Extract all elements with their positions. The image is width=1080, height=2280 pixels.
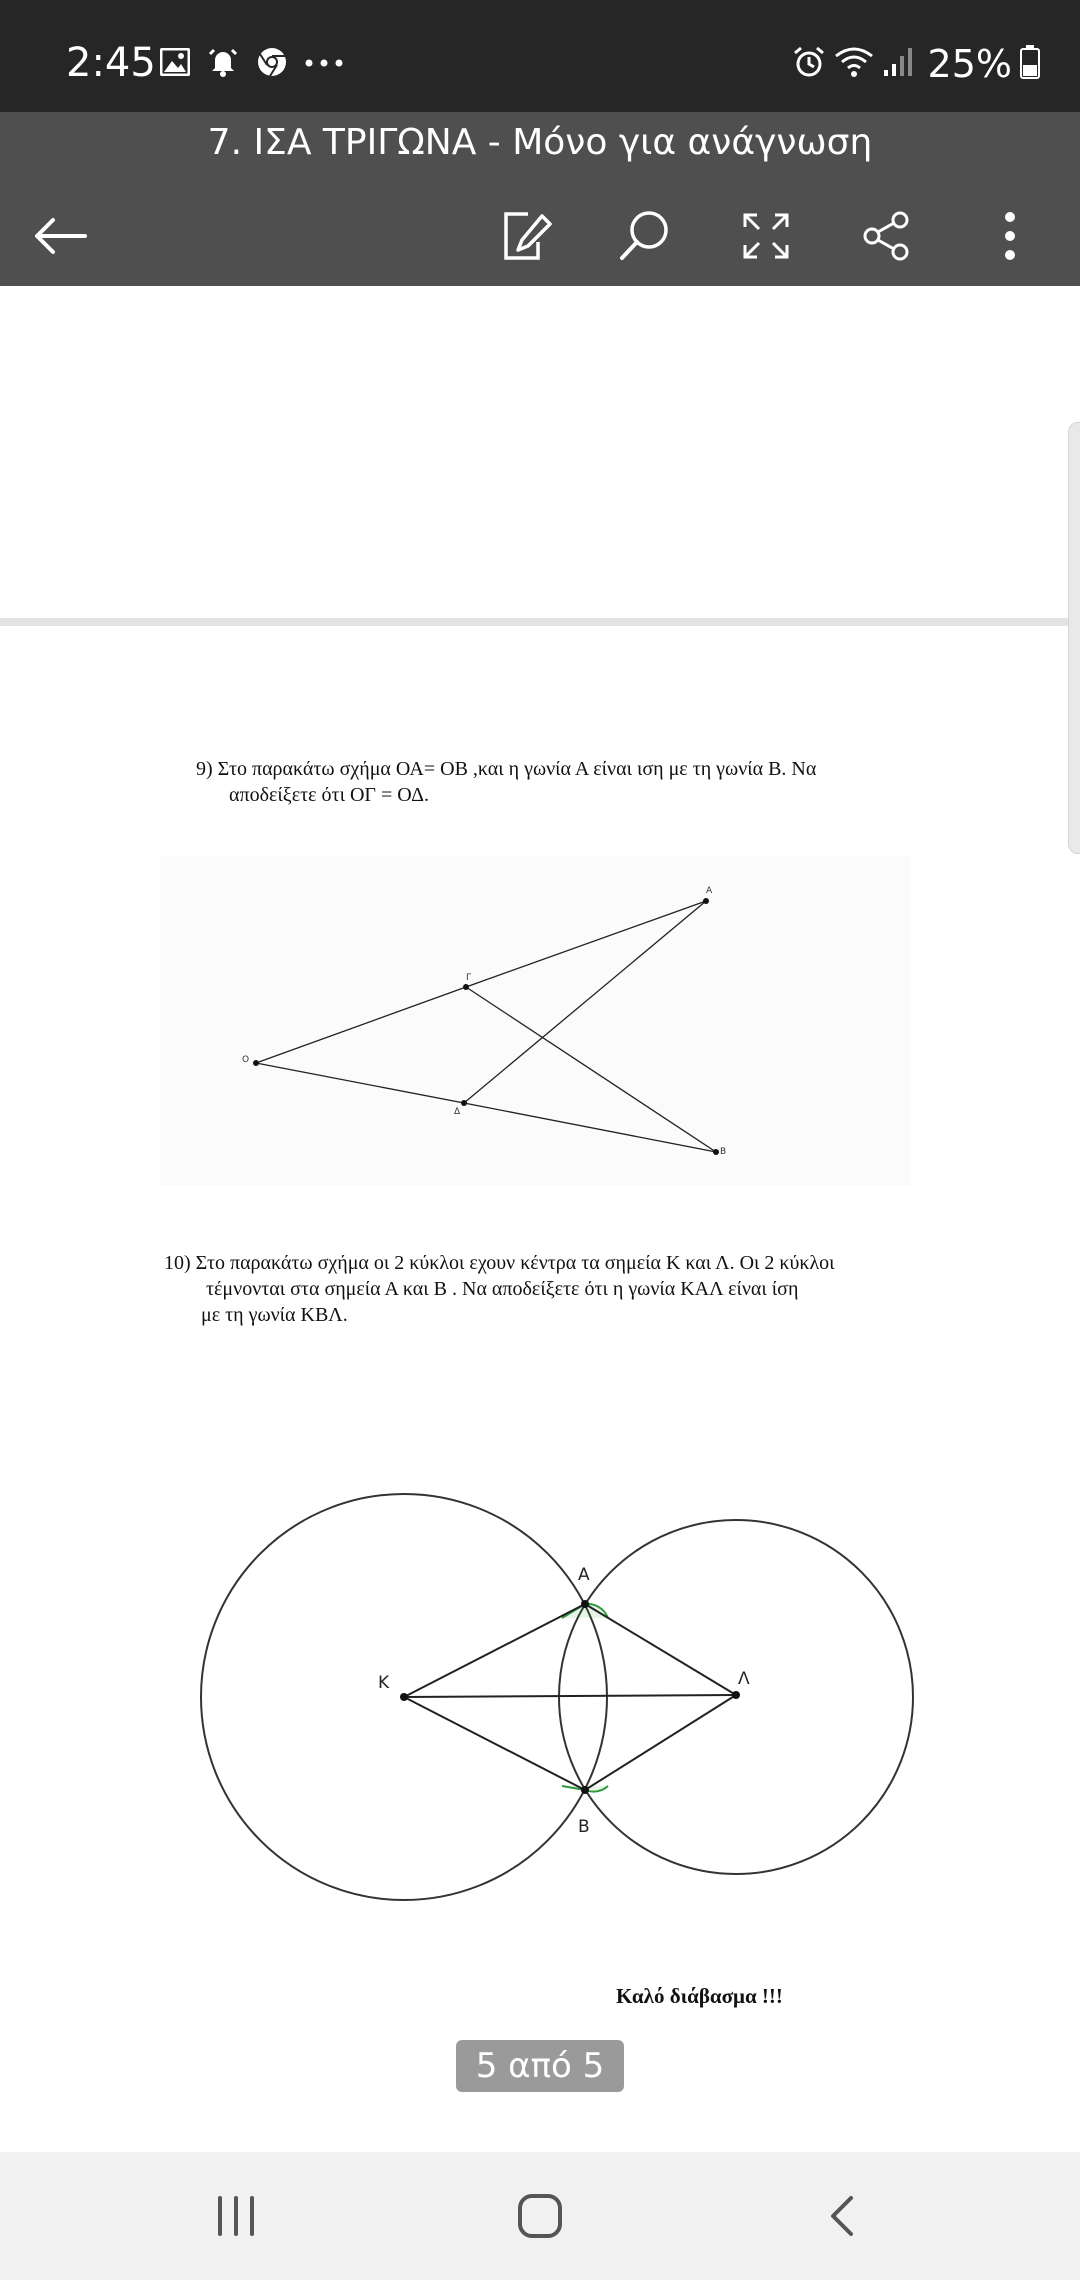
previous-page-bottom	[0, 286, 1080, 618]
label-a: A	[706, 886, 713, 896]
search-icon	[616, 208, 672, 264]
wifi-icon	[834, 46, 874, 83]
page-indicator: 5 από 5	[456, 2040, 624, 2092]
alarm-bell-icon	[206, 46, 240, 83]
battery-icon	[1020, 45, 1040, 84]
label-d: Δ	[454, 1107, 461, 1117]
figure-exercise-9	[160, 856, 910, 1186]
more-dots-icon	[304, 55, 344, 73]
point-o	[253, 1060, 259, 1066]
status-bar	[0, 0, 1080, 112]
edit-pencil-icon	[498, 208, 554, 264]
navigation-bar	[0, 2152, 1080, 2280]
battery-percent: 25%	[927, 42, 1012, 86]
point-a	[703, 898, 709, 904]
point-l	[732, 1691, 740, 1699]
point-g	[463, 984, 469, 990]
status-time: 2:45	[66, 40, 156, 86]
chrome-icon	[256, 46, 288, 83]
share-icon	[860, 210, 912, 262]
system-back-button[interactable]	[806, 2180, 878, 2252]
more-options-button[interactable]	[974, 200, 1046, 272]
label-a: A	[578, 1565, 590, 1585]
exercise-9-line-1: 9) Στο παρακάτω σχήμα ΟΑ= ΟΒ ,και η γωνία Α είναι ιση με τη γωνία Β. Να	[196, 758, 817, 780]
label-b: B	[720, 1147, 727, 1157]
back-icon	[827, 2194, 857, 2238]
page-separator	[0, 618, 1080, 626]
edit-button[interactable]	[490, 200, 562, 272]
point-k	[400, 1693, 408, 1701]
point-a	[581, 1600, 589, 1608]
recent-apps-icon	[214, 2196, 258, 2236]
point-b	[713, 1149, 719, 1155]
label-k: K	[378, 1673, 390, 1693]
back-button[interactable]	[24, 200, 96, 272]
label-o: O	[242, 1055, 250, 1065]
back-arrow-icon	[33, 216, 87, 256]
recent-apps-button[interactable]	[200, 2180, 272, 2252]
signal-icon	[882, 46, 914, 83]
fullscreen-icon	[741, 211, 791, 261]
exercise-10-line-2: τέμνονται στα σημεία Α και Β . Να αποδείξετε ότι η γωνία ΚΑΛ είναι ίση	[206, 1278, 799, 1300]
more-vert-icon	[1002, 211, 1018, 261]
status-left-icons	[160, 44, 344, 84]
alarm-clock-icon	[792, 45, 826, 84]
fullscreen-button[interactable]	[730, 200, 802, 272]
figure-exercise-10	[190, 1480, 930, 1920]
share-button[interactable]	[850, 200, 922, 272]
home-icon	[517, 2193, 563, 2239]
point-d	[461, 1100, 467, 1106]
farewell-text: Καλό διάβασμα !!!	[616, 1984, 783, 2008]
image-icon	[160, 48, 190, 81]
exercise-9-line-2: αποδείξετε ότι ΟΓ = ΟΔ.	[229, 784, 430, 806]
app-bar	[0, 112, 1080, 286]
exercise-10-line-1: 10) Στο παρακάτω σχήμα οι 2 κύκλοι εχουν κέντρα τα σημεία Κ και Λ. Οι 2 κύκλοι	[164, 1252, 835, 1274]
scroll-handle[interactable]	[1068, 422, 1080, 854]
search-button[interactable]	[608, 200, 680, 272]
home-button[interactable]	[504, 2180, 576, 2252]
point-b	[581, 1786, 589, 1794]
label-g: Γ	[466, 973, 472, 983]
label-l: Λ	[738, 1669, 750, 1689]
status-right-icons	[792, 44, 1040, 84]
exercise-10-line-3: με τη γωνία ΚΒΛ.	[201, 1304, 348, 1326]
label-b: B	[578, 1817, 590, 1837]
document-title: 7. ΙΣΑ ΤΡΙΓΩΝΑ - Μόνο για ανάγνωση	[207, 122, 873, 163]
